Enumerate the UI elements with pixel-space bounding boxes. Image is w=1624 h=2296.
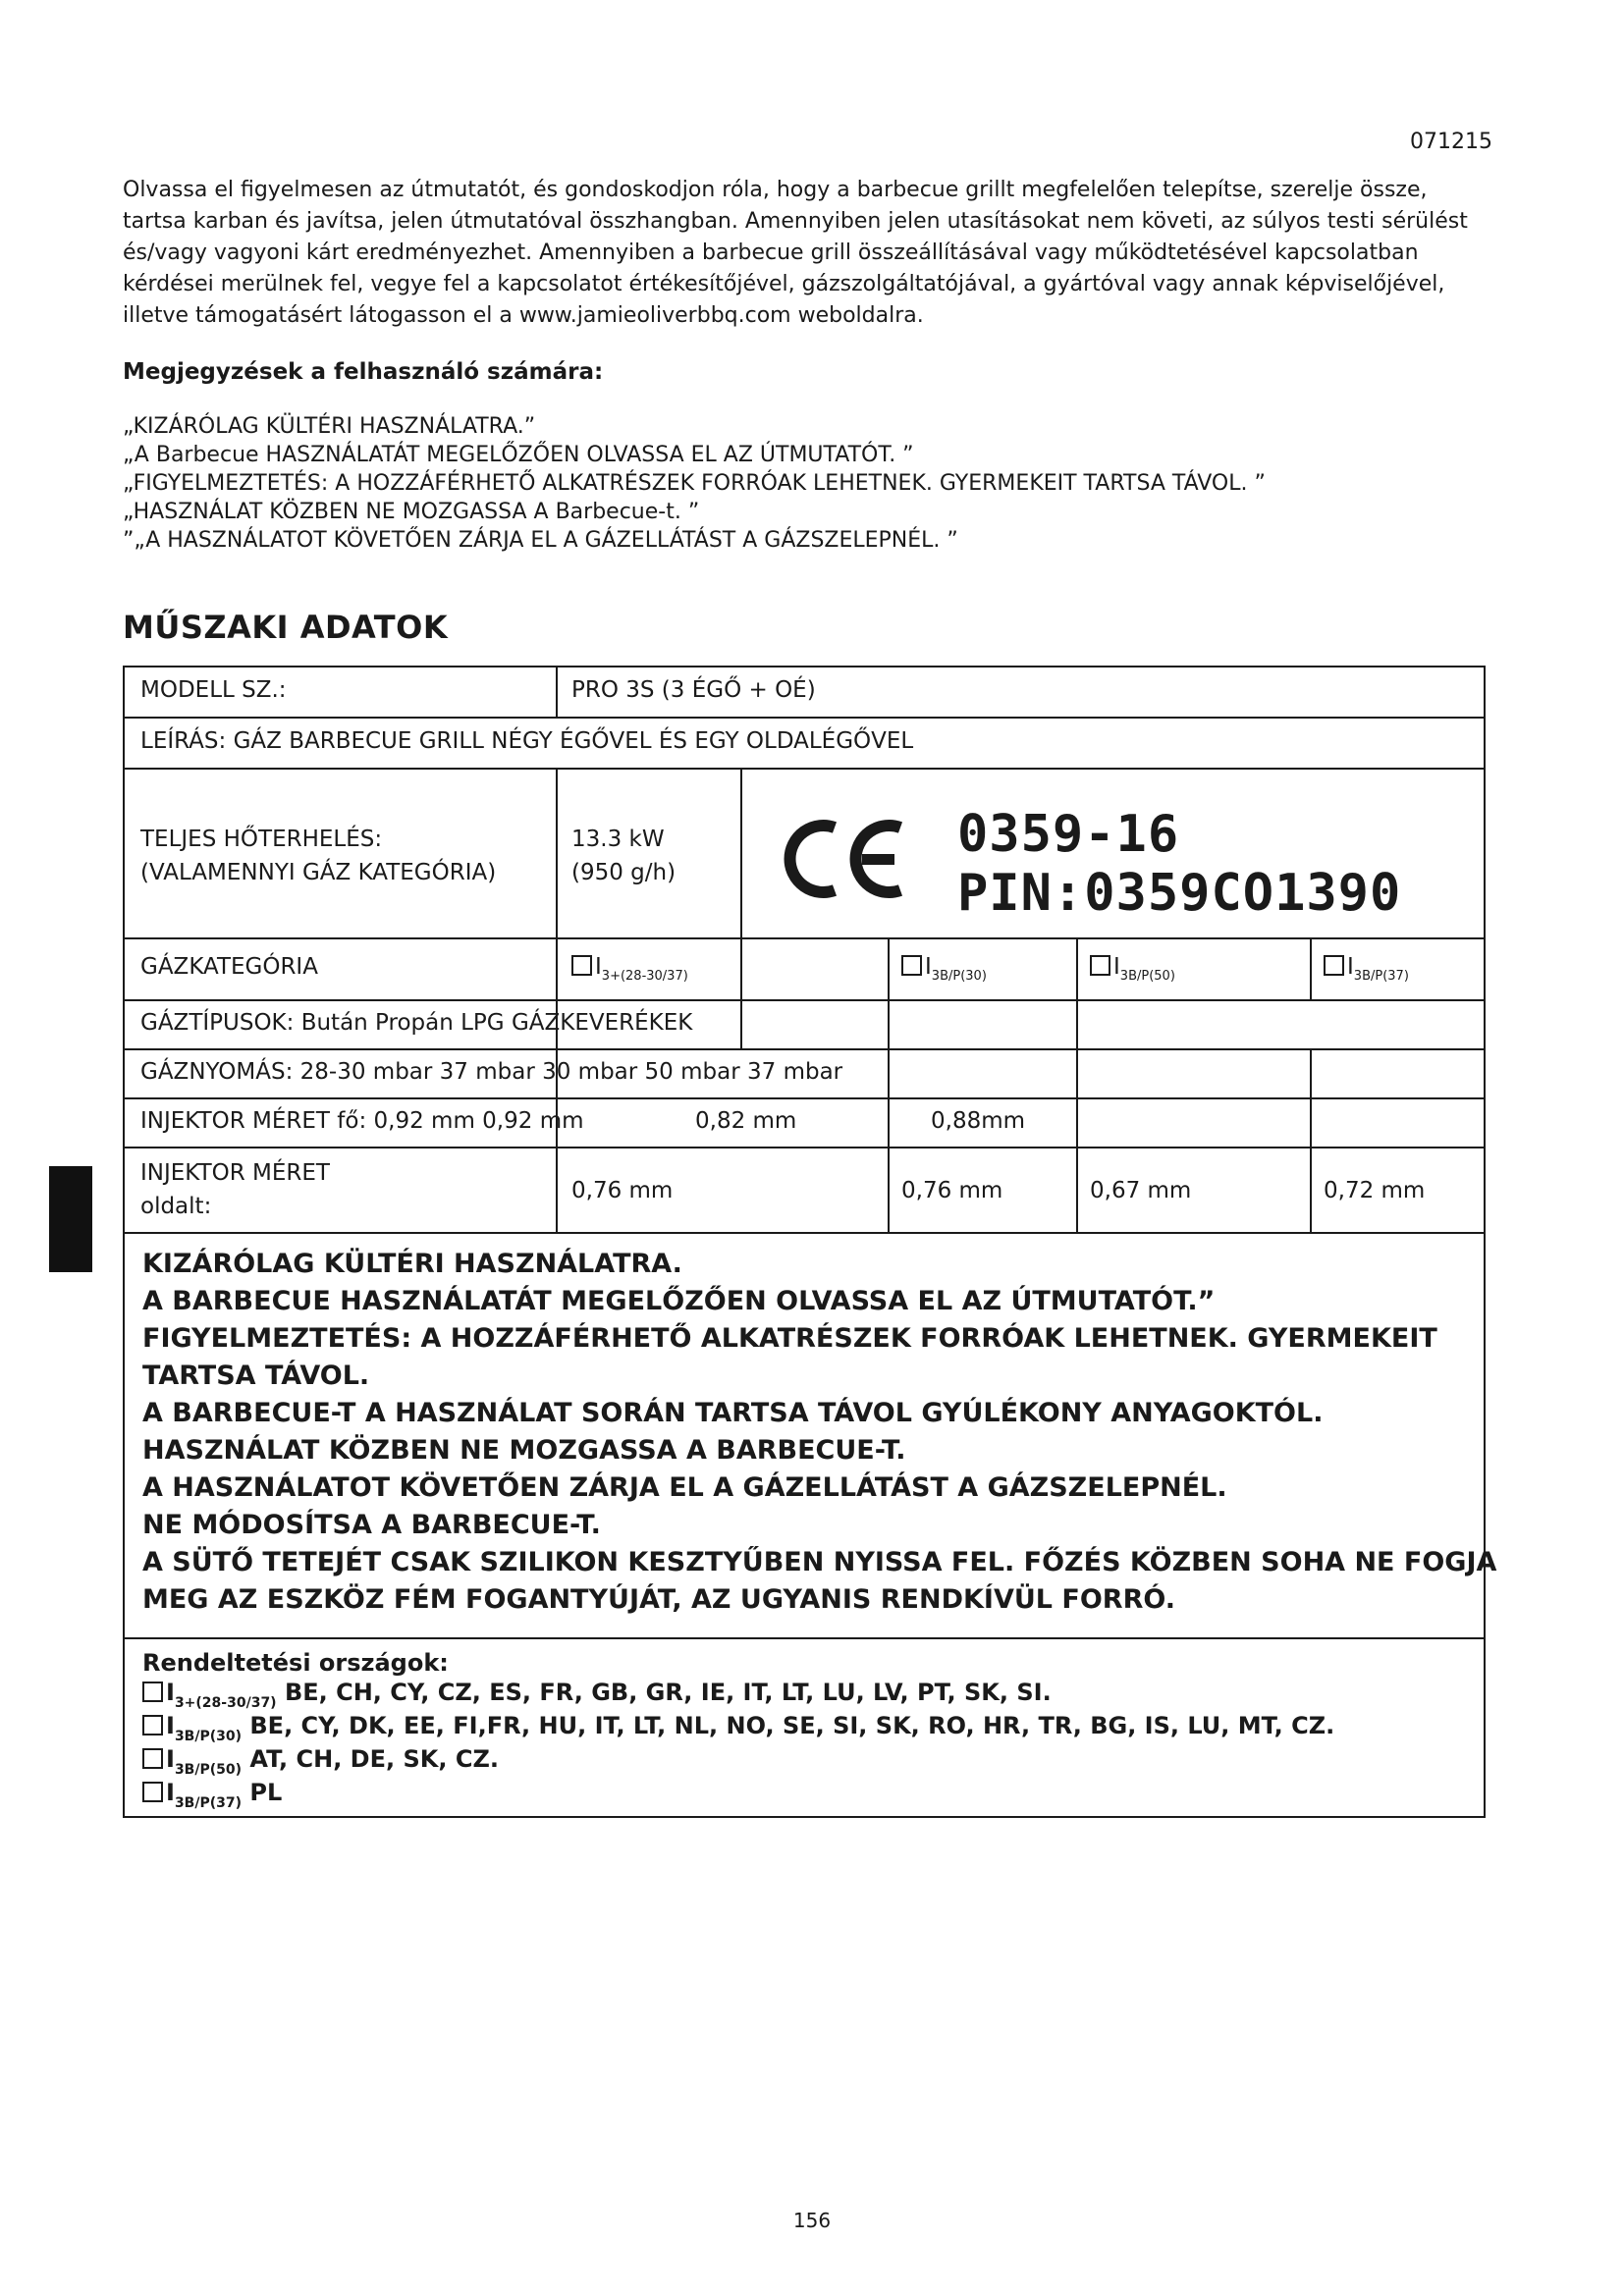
ce-mark-icon [781, 810, 908, 908]
table-rule [123, 1232, 1486, 1234]
warning-line: A BARBECUE-T A HASZNÁLAT SORÁN TARTSA TÁVOL GYÚLÉKONY ANYAGOKTÓL. [142, 1398, 1324, 1428]
table-rule [123, 1637, 1486, 1639]
checkbox-icon [142, 1715, 163, 1735]
heat-label: (VALAMENNYI GÁZ KATEGÓRIA) [140, 860, 497, 885]
table-rule [123, 937, 1486, 939]
gas-types: GÁZTÍPUSOK: Bután Propán LPG GÁZKEVERÉKEK [140, 1010, 693, 1036]
table-rule [123, 1048, 1486, 1050]
table-rule [1076, 937, 1078, 1048]
table-rule [888, 937, 890, 1232]
table-rule [556, 666, 558, 717]
description: LEÍRÁS: GÁZ BARBECUE GRILL NÉGY ÉGŐVEL ÉS EGY OLDALÉGŐVEL [140, 728, 914, 754]
injector-side-value: 0,67 mm [1090, 1178, 1192, 1203]
category-checkbox: $I_{3B/P(30)}$ [901, 954, 987, 980]
table-rule [123, 999, 1486, 1001]
heat-label: TELJES HŐTERHELÉS: [140, 827, 383, 852]
note-line: ”„A HASZNÁLATOT KÖVETŐEN ZÁRJA EL A GÁZELLÁTÁST A GÁZSZELEPNÉL. ” [123, 528, 958, 553]
table-rule [123, 1147, 1486, 1148]
injector-side-value: 0,76 mm [571, 1178, 674, 1203]
table-rule [123, 666, 1486, 667]
injector-side-label: oldalt: [140, 1194, 212, 1219]
injector-side-value: 0,72 mm [1324, 1178, 1426, 1203]
note-line: „FIGYELMEZTETÉS: A HOZZÁFÉRHETŐ ALKATRÉSZEK FORRÓAK LEHETNEK. GYERMEKEIT TARTSA TÁVOL. ” [123, 471, 1266, 496]
table-rule [740, 768, 742, 1048]
injector-side-label: INJEKTOR MÉRET [140, 1160, 330, 1186]
checkbox-icon [142, 1782, 163, 1802]
intro-paragraph: Olvassa el figyelmesen az útmutatót, és gondoskodjon róla, hogy a barbecue grillt megfelelően telepítse, szerelje össze, tartsa karban és javítsa, jelen útmutatóval összhangban. Amennyiben jelen utasításokat nem követi, az súlyos testi sérülést és/vagy vagyoni kárt eredményezhet. Amennyiben a barbecue grill összeállításával vagy működtetésével kapcsolatban kérdései merülnek fel, vegye fel a kapcsolatot értékesítőjével, gázszolgáltatójával, a gyártóval vagy annak képviselőjével, illetve támogatásért látogasson el a www.jamieoliverbbq.com weboldalra. [123, 178, 1468, 328]
category-checkbox: $I_{3B/P(50)}$ [1090, 954, 1175, 980]
model-value: PRO 3S (3 ÉGŐ + OÉ) [571, 677, 816, 703]
table-rule [1484, 666, 1486, 1818]
checkbox-icon [1090, 955, 1110, 976]
injector-side-value: 0,76 mm [901, 1178, 1003, 1203]
table-rule [1310, 1048, 1312, 1232]
injector-main-value: 0,82 mm [695, 1108, 797, 1134]
ce-code: 0359-16 [957, 805, 1180, 864]
table-rule [556, 768, 558, 1232]
table-rule [1076, 1048, 1078, 1232]
table-rule [123, 1097, 1486, 1099]
destinations-heading: Rendeltetési országok: [142, 1649, 449, 1677]
warning-line: FIGYELMEZTETÉS: A HOZZÁFÉRHETŐ ALKATRÉSZEK FORRÓAK LEHETNEK. GYERMEKEIT [142, 1323, 1437, 1354]
warning-line: KIZÁRÓLAG KÜLTÉRI HASZNÁLATRA. [142, 1249, 682, 1279]
table-rule [1310, 937, 1312, 999]
warning-line: A HASZNÁLATOT KÖVETŐEN ZÁRJA EL A GÁZELLÁTÁST A GÁZSZELEPNÉL. [142, 1472, 1227, 1503]
checkbox-icon [901, 955, 922, 976]
document-code: 071215 [1410, 130, 1492, 154]
tech-data-title: MŰSZAKI ADATOK [123, 609, 449, 646]
checkbox-icon [142, 1748, 163, 1769]
table-rule [123, 1816, 1486, 1818]
note-line: „A Barbecue HASZNÁLATÁT MEGELŐZŐEN OLVASSA EL AZ ÚTMUTATÓT. ” [123, 443, 914, 467]
warning-line: TARTSA TÁVOL. [142, 1361, 370, 1391]
destination-line: $I_{3B/P(30)}$ BE, CY, DK, EE, FI,FR, HU, IT, LT, NL, NO, SE, SI, SK, RO, HR, TR, BG, IS, LU, MT, CZ. [142, 1712, 1334, 1739]
destination-line: $I_{3B/P(50)}$ AT, CH, DE, SK, CZ. [142, 1745, 499, 1773]
heat-value: 13.3 kW [571, 827, 665, 852]
category-checkbox: $I_{3+(28-30/37)}$ [571, 954, 688, 980]
warning-line: A BARBECUE HASZNÁLATÁT MEGELŐZŐEN OLVASSA EL AZ ÚTMUTATÓT.” [142, 1286, 1216, 1316]
gas-pressure: GÁZNYOMÁS: 28-30 mbar 37 mbar 30 mbar 50 mbar 37 mbar [140, 1059, 843, 1085]
destination-line: $I_{3B/P(37)}$ PL [142, 1779, 282, 1806]
warning-line: HASZNÁLAT KÖZBEN NE MOZGASSA A BARBECUE-T. [142, 1435, 906, 1466]
injector-main-value: 0,88mm [931, 1108, 1026, 1134]
checkbox-icon [1324, 955, 1344, 976]
ce-pin: PIN:0359CO1390 [957, 864, 1402, 923]
table-rule [123, 666, 125, 1818]
warning-line: MEG AZ ESZKÖZ FÉM FOGANTYÚJÁT, AZ UGYANIS RENDKÍVÜL FORRÓ. [142, 1584, 1175, 1615]
notes-heading: Megjegyzések a felhasználó számára: [123, 359, 604, 385]
warning-line: A SÜTŐ TETEJÉT CSAK SZILIKON KESZTYŰBEN NYISSA FEL. FŐZÉS KÖZBEN SOHA NE FOGJA [142, 1547, 1497, 1577]
destination-line: $I_{3+(28-30/37)}$ BE, CH, CY, CZ, ES, FR, GB, GR, IE, IT, LT, LU, LV, PT, SK, SI. [142, 1679, 1052, 1706]
page-number: 156 [792, 2209, 832, 2232]
section-marker [49, 1166, 92, 1272]
injector-main: INJEKTOR MÉRET fő: 0,92 mm 0,92 mm [140, 1108, 584, 1134]
note-line: „KIZÁRÓLAG KÜLTÉRI HASZNÁLATRA.” [123, 414, 536, 439]
note-line: „HASZNÁLAT KÖZBEN NE MOZGASSA A Barbecue-t. ” [123, 500, 700, 524]
checkbox-icon [571, 955, 592, 976]
category-label: GÁZKATEGÓRIA [140, 954, 318, 980]
category-checkbox: $I_{3B/P(37)}$ [1324, 954, 1409, 980]
warning-line: NE MÓDOSÍTSA A BARBECUE-T. [142, 1510, 601, 1540]
heat-value: (950 g/h) [571, 860, 677, 885]
table-rule [123, 768, 1486, 770]
checkbox-icon [142, 1682, 163, 1702]
model-label: MODELL SZ.: [140, 677, 287, 703]
table-rule [123, 717, 1486, 719]
